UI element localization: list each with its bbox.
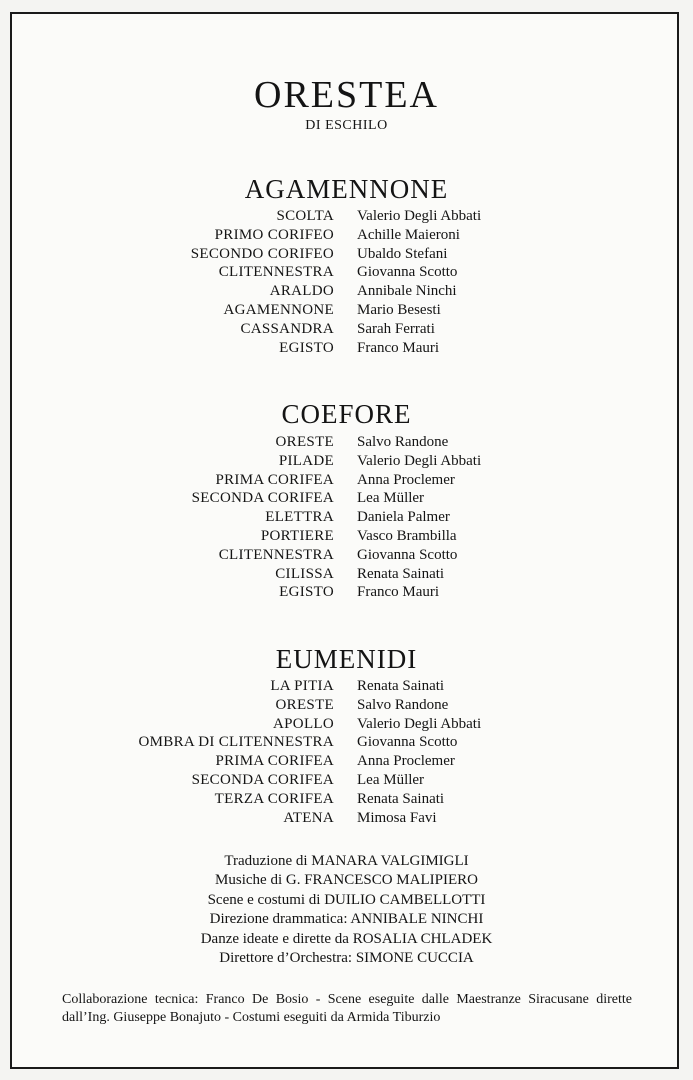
- role-name: PORTIERE: [260, 527, 334, 544]
- cast-row: [0, 583, 693, 602]
- role-name: CASSANDRA: [240, 320, 334, 337]
- production-credits: [0, 852, 693, 968]
- role-name: CLITENNESTRA: [218, 264, 334, 281]
- actor-name: Franco Mauri: [357, 339, 440, 356]
- cast-list-coefore: [0, 433, 693, 602]
- cast-list-agamennone: [0, 207, 693, 357]
- cast-row: [0, 771, 693, 790]
- actor-name: Ubaldo Stefani: [357, 245, 448, 262]
- role-name: SECONDA CORIFEA: [191, 771, 334, 788]
- cast-row: [0, 790, 693, 809]
- act-title-coefore: COEFORE: [281, 399, 412, 429]
- cast-row: [0, 752, 693, 771]
- cast-row: [0, 527, 693, 546]
- cast-row: [0, 245, 693, 264]
- actor-name: Sarah Ferrati: [357, 320, 435, 337]
- cast-row: [0, 508, 693, 527]
- role-name: AGAMENNONE: [223, 301, 334, 318]
- actor-name: Salvo Randone: [357, 434, 449, 450]
- cast-row: [0, 301, 693, 320]
- credit-line-scenery: Scene e costumi di DUILIO CAMBELLOTTI: [207, 891, 486, 908]
- role-name: PRIMO CORIFEO: [214, 226, 334, 243]
- role-name: SECONDA CORIFEA: [191, 490, 334, 507]
- actor-name: Renata Sainati: [357, 678, 445, 694]
- cast-row: [0, 696, 693, 715]
- cast-row: [0, 452, 693, 471]
- role-name: PRIMA CORIFEA: [215, 471, 334, 488]
- credit-line-music: Musiche di G. FRANCESCO MALIPIERO: [215, 872, 478, 889]
- cast-row: [0, 263, 693, 282]
- actor-name: Lea Müller: [357, 490, 425, 507]
- role-name: PILADE: [278, 452, 334, 469]
- actor-name: Anna Proclemer: [357, 471, 455, 488]
- actor-name: Valerio Degli Abbati: [357, 452, 482, 469]
- role-name: ELETTRA: [265, 509, 334, 526]
- credit-line-translation: Traduzione di MANARA VALGIMIGLI: [224, 853, 469, 869]
- actor-name: Mario Besesti: [357, 301, 441, 318]
- actor-name: Salvo Randone: [357, 696, 449, 713]
- role-name: ATENA: [283, 809, 334, 826]
- actor-name: Renata Sainati: [357, 565, 445, 582]
- role-name: ORESTE: [275, 434, 334, 450]
- cast-row: [0, 733, 693, 752]
- cast-row: [0, 546, 693, 565]
- actor-name: Vasco Brambilla: [357, 527, 457, 544]
- cast-row: [0, 207, 693, 226]
- actor-name: Mimosa Favi: [357, 809, 437, 826]
- cast-row: [0, 489, 693, 508]
- actor-name: Daniela Palmer: [357, 509, 450, 526]
- technical-collaboration-note: Collaborazione tecnica: Franco De Bosio - Scene eseguite dalle Maestranze Siracusane dirette dall’Ing. Giuseppe Bonajuto - Costumi eseguiti da Armida Tiburzio: [62, 992, 632, 1025]
- credit-line-orchestra: Direttore d’Orchestra: SIMONE CUCCIA: [219, 950, 474, 967]
- cast-row: [0, 809, 693, 828]
- role-name: CLITENNESTRA: [218, 546, 334, 563]
- role-name: ARALDO: [269, 283, 334, 300]
- actor-name: Valerio Degli Abbati: [357, 208, 482, 224]
- actor-name: Giovanna Scotto: [357, 264, 458, 281]
- role-name: PRIMA CORIFEA: [215, 753, 334, 770]
- page-title: ORESTEA: [254, 74, 439, 116]
- actor-name: Valerio Degli Abbati: [357, 715, 482, 732]
- role-name: TERZA CORIFEA: [214, 790, 334, 807]
- actor-name: Achille Maieroni: [357, 226, 460, 243]
- role-name: CILISSA: [275, 565, 334, 582]
- actor-name: Lea Müller: [357, 771, 425, 788]
- role-name: SECONDO CORIFEO: [190, 245, 334, 262]
- role-name: EGISTO: [279, 584, 334, 601]
- page-subtitle: DI ESCHILO: [305, 118, 388, 133]
- role-name: LA PITIA: [270, 678, 334, 694]
- cast-row: [0, 433, 693, 452]
- role-name: OMBRA DI CLITENNESTRA: [138, 734, 334, 751]
- cast-row: [0, 339, 693, 358]
- cast-list-eumenidi: [0, 677, 693, 827]
- cast-row: [0, 715, 693, 734]
- actor-name: Anna Proclemer: [357, 753, 455, 770]
- cast-row: [0, 565, 693, 584]
- cast-row: [0, 677, 693, 696]
- actor-name: Renata Sainati: [357, 790, 445, 807]
- cast-row: [0, 471, 693, 490]
- cast-row: [0, 226, 693, 245]
- actor-name: Franco Mauri: [357, 584, 440, 601]
- role-name: ORESTE: [275, 696, 334, 713]
- role-name: APOLLO: [273, 715, 334, 732]
- role-name: SCOLTA: [276, 208, 334, 224]
- actor-name: Annibale Ninchi: [357, 283, 457, 300]
- act-title-eumenidi: EUMENIDI: [275, 644, 418, 674]
- act-title-agamennone: AGAMENNONE: [244, 174, 449, 204]
- cast-row: [0, 282, 693, 301]
- cast-row: [0, 320, 693, 339]
- role-name: EGISTO: [279, 339, 334, 356]
- actor-name: Giovanna Scotto: [357, 546, 458, 563]
- actor-name: Giovanna Scotto: [357, 734, 458, 751]
- credit-line-direction: Direzione drammatica: ANNIBALE NINCHI: [209, 911, 484, 928]
- credit-line-dance: Danze ideate e dirette da ROSALIA CHLADEK: [200, 930, 493, 947]
